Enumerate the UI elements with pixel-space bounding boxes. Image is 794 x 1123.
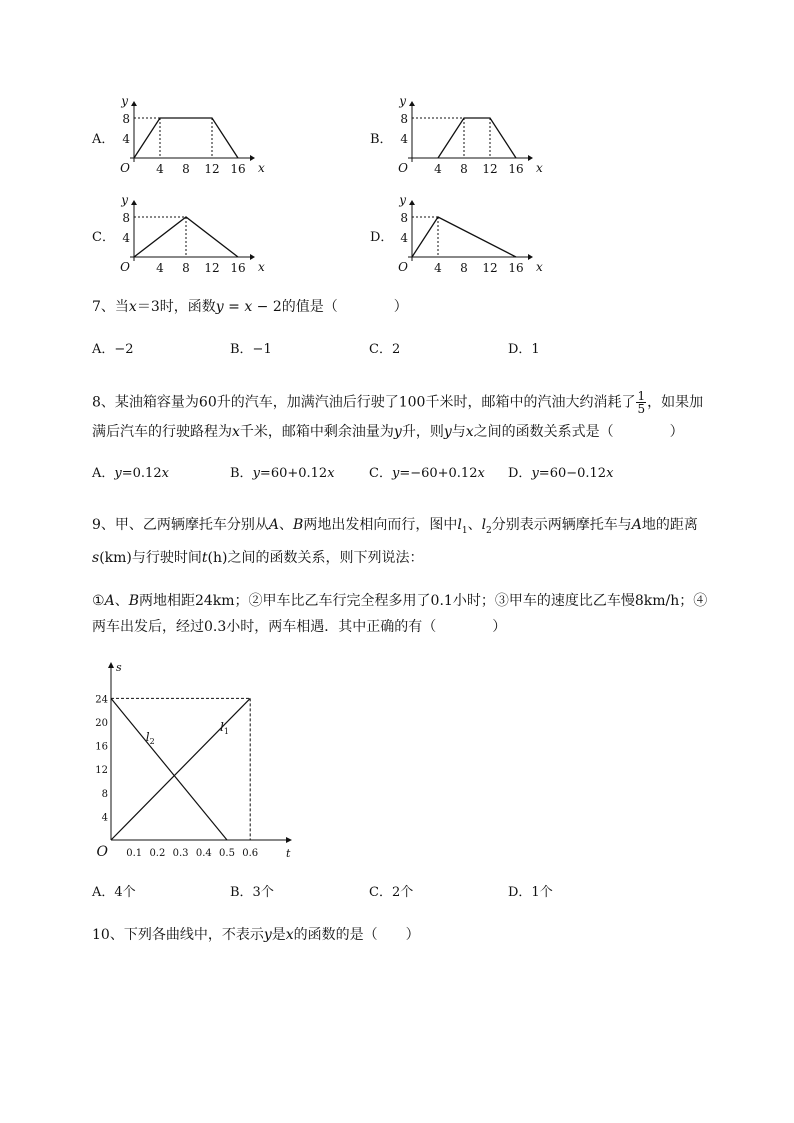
q8-var-x2: x [465, 424, 474, 440]
q7-option-c[interactable]: C．2 [369, 342, 401, 357]
q10-text-c: 的函数的是（ ） [293, 927, 420, 943]
q7-cond: ＝3时，函数 [136, 299, 216, 315]
q8-option-a-label: A． [92, 466, 115, 481]
y-tick-label: 24 [95, 694, 108, 706]
x-tick-label: 16 [230, 261, 246, 275]
q9-line3-b: 两地相距24km；②甲车比乙车行完全程多用了0.1小时；③甲车的速度比乙车慢8km/h；④ [138, 593, 708, 609]
q6-graph-a [112, 94, 265, 180]
q8-line2-e: 之间的函数关系式是（ ） [473, 424, 684, 440]
q9-line3-point-a: A [104, 593, 115, 609]
x-axis-label: x [258, 260, 265, 274]
graph-line [134, 118, 238, 158]
y-tick-label: 16 [95, 741, 108, 753]
q8-option-a-x: x [161, 466, 169, 481]
series-label-l2: $l_2$ [145, 729, 155, 746]
q10-var-y: y [263, 927, 272, 943]
q9-line1-a: 9、甲、乙两辆摩托车分别从 [92, 517, 269, 533]
origin-label: O [398, 260, 408, 274]
x-tick-label: 0.2 [149, 848, 166, 859]
y-tick-label: 4 [101, 812, 108, 824]
q8-option-d-var: y [531, 466, 539, 481]
x-tick-label: 0.4 [195, 848, 212, 859]
x-axis-arrow-icon [528, 254, 533, 260]
q8-var-y2: y [443, 424, 452, 440]
q9-line1-d: 地的距离 [641, 517, 698, 533]
q8-line1-a: 8、某油箱容量为60升的汽车，加满汽油后行驶了100千米时，邮箱中的汽油大约消耗了 [92, 394, 636, 411]
y-tick-label: 4 [122, 132, 130, 146]
x-tick-label: 8 [182, 261, 190, 275]
q9-line1-c: 分别表示两辆摩托车与 [491, 517, 632, 533]
y-axis-label: y [121, 94, 128, 108]
q7-func-x: x [244, 299, 253, 315]
origin-label: O [96, 844, 108, 860]
q7-option-a[interactable]: A．−2 [92, 342, 134, 357]
x-axis-arrow-icon [528, 155, 533, 161]
q10-var-x: x [285, 927, 294, 943]
x-tick-label: 4 [156, 261, 164, 275]
x-tick-label: 12 [204, 162, 220, 176]
q9-line1-sep2: 、 [467, 517, 482, 533]
q8-option-c-x: x [477, 466, 485, 481]
x-axis-label: x [258, 161, 265, 175]
x-tick-label: 0.5 [219, 848, 235, 859]
x-tick-label: 4 [434, 162, 442, 176]
q8-frac-num: 1 [637, 389, 646, 403]
q8-line1-b: ，如果加 [647, 394, 704, 411]
q8-option-d[interactable] [508, 464, 613, 484]
q8-option-a-var: y [114, 466, 122, 481]
y-axis-arrow-icon [409, 101, 415, 106]
y-axis-label: s [116, 661, 122, 674]
q9-line3-sep: 、 [114, 593, 129, 609]
q6-option-c-label[interactable]: C． [92, 230, 115, 245]
q9-line1-b: 两地出发相向而行，图中 [303, 517, 458, 533]
q6-graph-b [390, 94, 543, 180]
q8-var-x: x [232, 424, 240, 440]
q9-l2-sub: 2 [486, 525, 492, 536]
q8-option-b-var: y [252, 466, 260, 481]
q9-l1: l [457, 517, 462, 533]
x-axis-arrow-icon [250, 155, 255, 161]
y-tick-label: 8 [101, 788, 108, 800]
y-tick-label: 20 [95, 718, 108, 729]
q9-var-t: t [201, 550, 208, 566]
x-tick-label: 0.3 [172, 848, 189, 859]
q9-point-a2: A [631, 517, 642, 533]
x-tick-label: 0.6 [242, 848, 259, 859]
q10-text-b: 是 [271, 927, 286, 943]
q7-func-y: y [215, 299, 224, 315]
x-tick-label: 12 [482, 261, 498, 275]
q9-line1-sep: 、 [279, 517, 294, 533]
x-tick-label: 4 [156, 162, 164, 176]
q9-line3-a: ① [92, 593, 105, 609]
q8-option-b-label: B． [230, 466, 253, 481]
graph-line [438, 118, 516, 158]
x-axis-label: x [536, 161, 543, 175]
y-axis-arrow-icon [131, 200, 137, 205]
x-tick-label: 12 [482, 162, 498, 176]
series-label-sub: 1 [223, 726, 229, 736]
q8-var-y: y [393, 424, 402, 440]
y-axis-label: y [399, 94, 406, 108]
q9-var-s: s [92, 550, 100, 566]
series-line-l1 [111, 698, 250, 840]
q8-frac-den: 5 [637, 402, 646, 416]
q7-stem-suffix: 的值是（ ） [281, 299, 408, 315]
q8-option-a[interactable] [92, 464, 169, 484]
q8-option-c-expr: =−60+0.12 [399, 466, 478, 481]
q9-stem-line3 [92, 591, 707, 611]
q8-option-d-label: D． [508, 466, 532, 481]
q8-option-c-label: C． [369, 466, 392, 481]
q6-graph-c [112, 193, 265, 279]
q9-stem-line4: 两车出发后，经过0.3小时，两车相遇．其中正确的有（ ） [92, 619, 507, 635]
y-axis-arrow-icon [131, 101, 137, 106]
q8-line2-b: 千米，邮箱中剩余油量为 [239, 424, 394, 440]
q9-point-a: A [268, 517, 280, 533]
q9-l2: l [481, 517, 487, 533]
q7-option-d[interactable]: D．1 [508, 342, 540, 357]
series-line-l2 [111, 698, 227, 840]
q9-option-a[interactable]: A．4个 [92, 885, 136, 900]
y-axis-label: y [121, 193, 128, 207]
y-tick-label: 4 [400, 231, 408, 245]
q8-option-a-expr: =0.12 [121, 466, 162, 481]
x-tick-label: 8 [460, 162, 468, 176]
q8-option-d-x: x [606, 466, 614, 481]
y-tick-label: 8 [122, 112, 130, 126]
origin-label: O [120, 260, 130, 274]
series-label-l1: $l_1$ [220, 719, 229, 736]
q9-option-c[interactable]: C．2个 [369, 885, 414, 900]
y-tick-label: 4 [400, 132, 408, 146]
q8-line2-c: 升，则 [401, 424, 444, 440]
q10-stem [92, 925, 420, 945]
y-tick-label: 8 [122, 211, 130, 225]
y-tick-label: 8 [400, 211, 408, 225]
graph-line [412, 217, 516, 257]
q7-func-rest: − 2 [252, 299, 282, 315]
x-tick-label: 4 [434, 261, 442, 275]
q6-graph-d [390, 193, 543, 279]
x-tick-label: 8 [460, 261, 468, 275]
q7-var-x: x [128, 299, 137, 315]
q9-option-b[interactable]: B．3个 [230, 885, 274, 900]
q9-line3-point-b: B [128, 593, 139, 609]
x-tick-label: 16 [508, 261, 524, 275]
q8-option-d-expr: =60−0.12 [538, 466, 607, 481]
origin-label: O [120, 161, 130, 175]
q8-option-b[interactable] [230, 464, 335, 484]
x-axis-arrow-icon [286, 837, 292, 843]
q9-line2-b: (h)之间的函数关系，则下列说法： [207, 550, 424, 566]
x-tick-label: 16 [508, 162, 524, 176]
q9-point-b: B [293, 517, 304, 533]
q8-line2-d: 与 [451, 424, 466, 440]
x-tick-label: 8 [182, 162, 190, 176]
q6-option-b-label[interactable]: B． [370, 132, 393, 147]
q9-line2-a: (km)与行驶时间 [99, 550, 202, 566]
y-tick-label: 12 [95, 765, 108, 777]
q6-option-a-label[interactable]: A． [92, 132, 115, 147]
series-label-sub: 2 [149, 736, 155, 746]
q9-stem-line2 [92, 548, 423, 568]
q7-stem-prefix: 7、当 [92, 299, 129, 315]
y-axis-arrow-icon [108, 662, 114, 668]
y-tick-label: 8 [400, 112, 408, 126]
q9-option-d[interactable]: D．1个 [508, 885, 553, 900]
y-axis-arrow-icon [409, 200, 415, 205]
q7-option-b[interactable]: B．−1 [230, 342, 272, 357]
x-tick-label: 0.1 [126, 848, 143, 859]
x-axis-label: x [536, 260, 543, 274]
q9-chart [90, 655, 305, 865]
q7-stem [92, 297, 408, 317]
x-axis-label: t [286, 847, 291, 860]
q8-option-b-expr: =60+0.12 [259, 466, 328, 481]
q9-stem-line1 [92, 515, 698, 541]
q8-option-c-var: y [391, 466, 400, 481]
q8-line2-a: 满后汽车的行驶路程为 [92, 424, 232, 440]
q8-option-b-x: x [327, 466, 335, 481]
q8-stem-line2 [92, 422, 684, 442]
q9-l1-sub: 1 [461, 525, 468, 536]
y-axis-label: y [399, 193, 406, 207]
q8-option-c[interactable] [369, 464, 485, 484]
origin-label: O [398, 161, 408, 175]
q8-fraction [636, 390, 646, 415]
x-tick-label: 16 [230, 162, 246, 176]
y-tick-label: 4 [122, 231, 130, 245]
q10-text-a: 10、下列各曲线中，不表示 [92, 927, 264, 943]
x-tick-label: 12 [204, 261, 220, 275]
q8-stem-line1 [92, 390, 703, 415]
q6-option-d-label[interactable]: D． [370, 230, 394, 245]
q7-func-eq: = [223, 299, 245, 315]
x-axis-arrow-icon [250, 254, 255, 260]
